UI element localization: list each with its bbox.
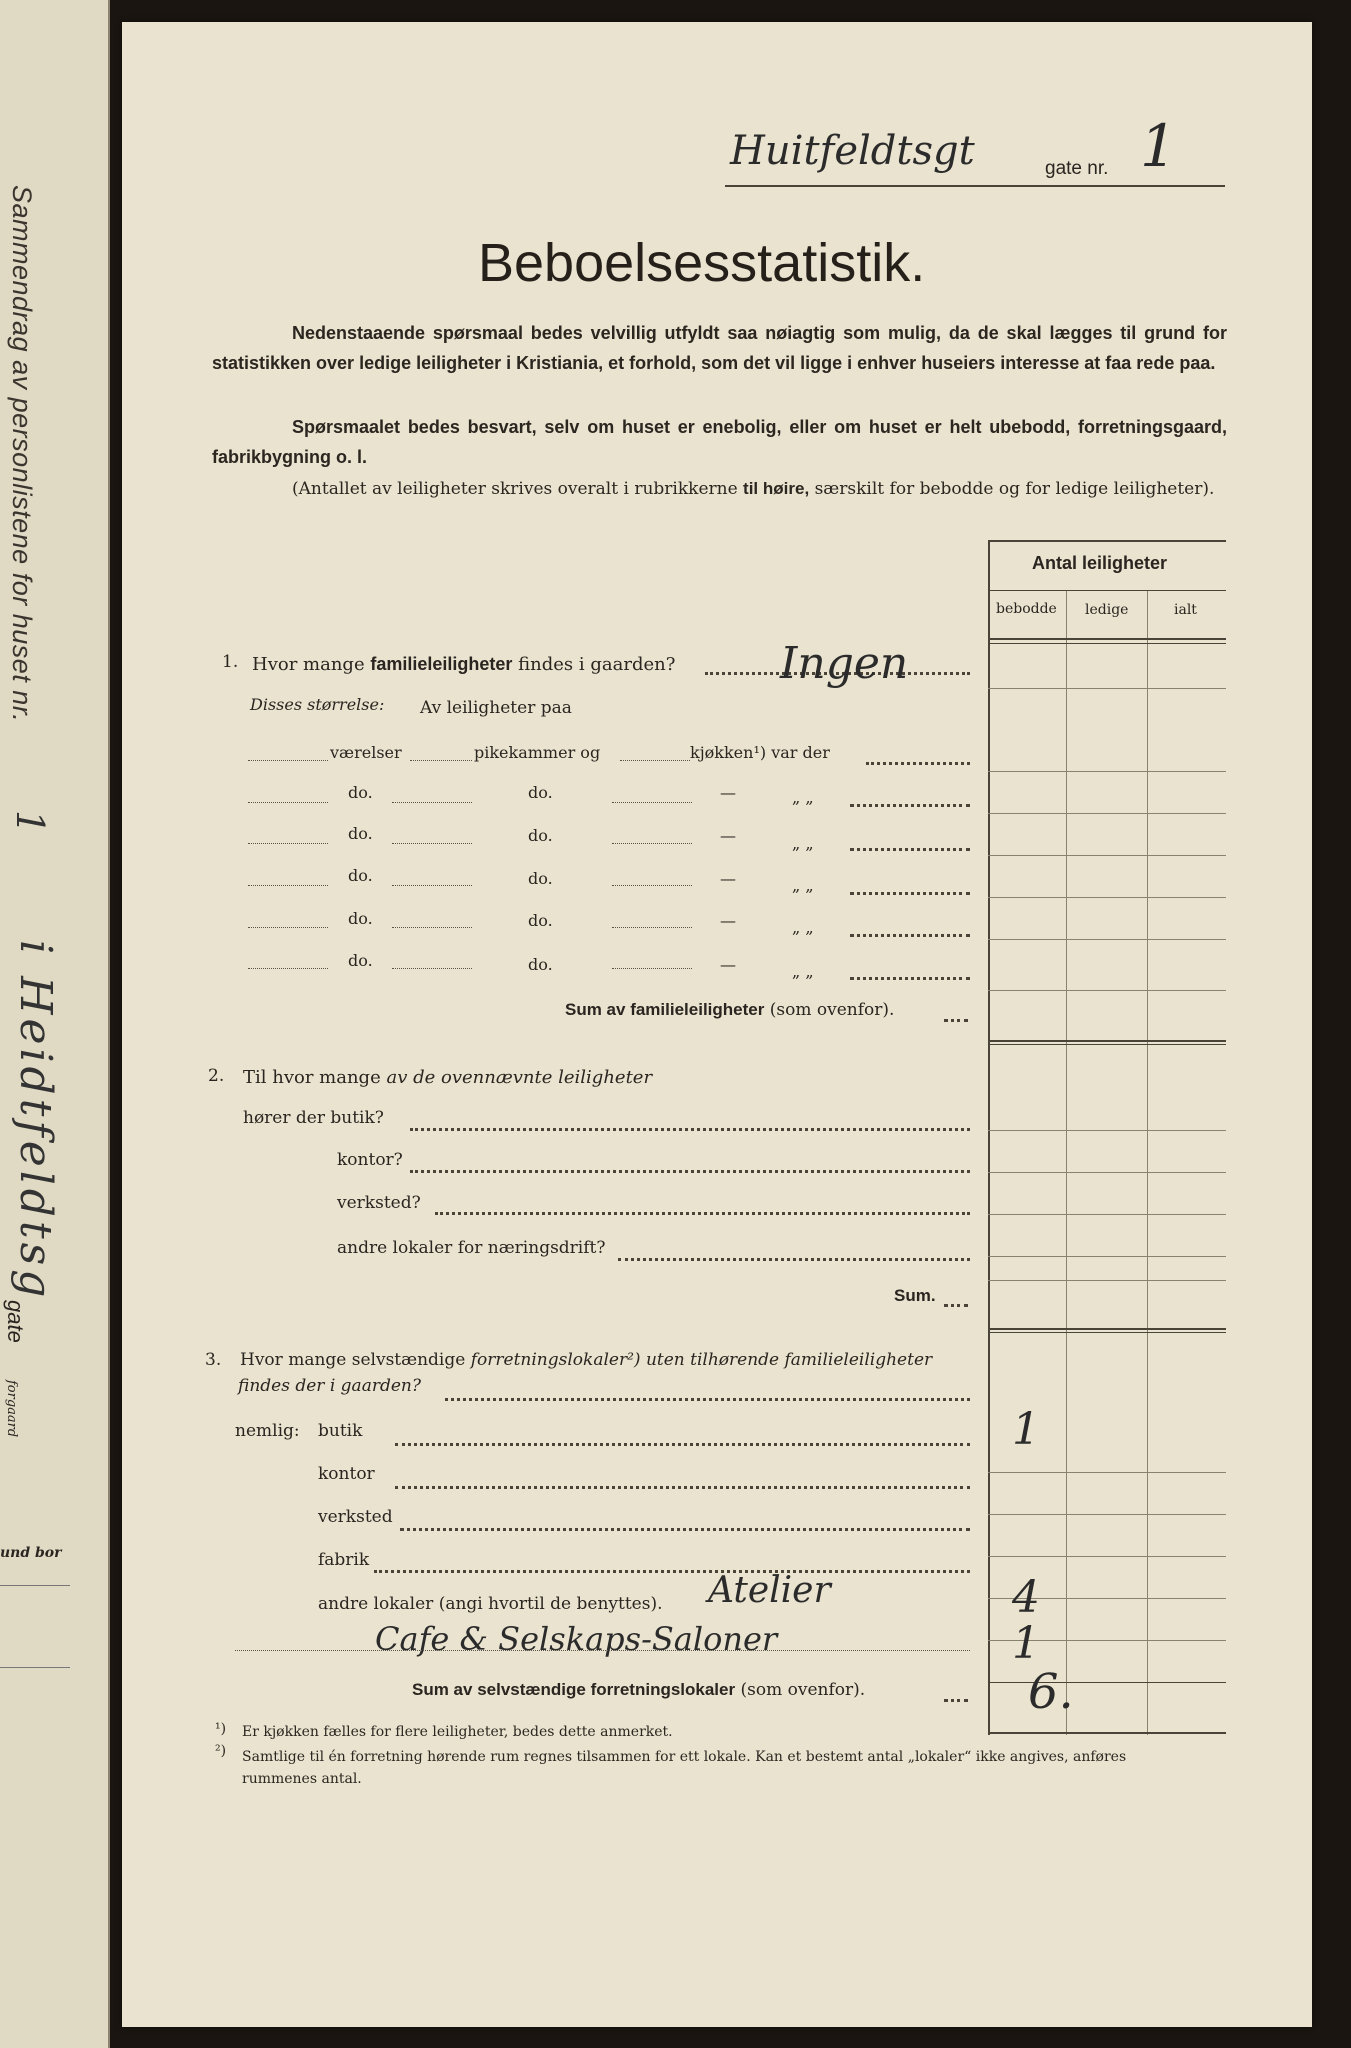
q1-blank <box>248 760 328 761</box>
gate-underline <box>725 185 1225 187</box>
q1-quote: „ „ <box>792 918 814 937</box>
q2-leader-dots <box>944 1304 968 1307</box>
q1-leader-dots <box>866 762 970 765</box>
q2-number: 2. <box>208 1066 225 1086</box>
q2-text-a: Til hvor mange <box>243 1067 381 1088</box>
q3-leader-dots <box>400 1528 970 1531</box>
q1-leader-dots <box>850 934 970 937</box>
q1-blank <box>392 927 472 928</box>
q1-do: do. <box>528 869 553 888</box>
intro-p3-start: (Antallet av leiligheter skrives overalt i rubrikkerne <box>292 479 738 499</box>
q2-row-verksted: verksted? <box>337 1193 421 1213</box>
strip-bor-label: und bor <box>0 1545 62 1561</box>
gate-nr-label: gate nr. <box>1045 158 1109 179</box>
table-row-rule <box>988 1214 1226 1215</box>
q1-sum-bold: Sum av familieleiligheter <box>565 1000 765 1019</box>
q1-blank <box>248 843 328 844</box>
table-col-rule <box>1147 590 1148 1735</box>
table-header-bottom-rule <box>988 643 1226 644</box>
q3-leader-dots <box>374 1570 970 1573</box>
q1-dash: — <box>720 869 736 888</box>
q3-text-b: forretningslokaler²) <box>470 1350 641 1370</box>
table-bottom-rule <box>988 1732 1226 1734</box>
q1-dash: — <box>720 783 736 802</box>
q3-number: 3. <box>205 1350 222 1370</box>
q1-handwritten-answer: Ingen <box>780 638 909 689</box>
q1-blank <box>392 968 472 969</box>
street-handwritten: Huitfeldtsgt <box>730 128 975 174</box>
q1-quote: „ „ <box>792 834 814 853</box>
strip-hand-street-name: Heidtfeldtsg <box>10 976 61 1302</box>
q1-dash: — <box>720 826 736 845</box>
q1-quote: „ „ <box>792 788 814 807</box>
q3-question <box>240 1350 932 1370</box>
q2-question <box>243 1067 652 1088</box>
q3-nemlig: nemlig: <box>235 1421 300 1441</box>
intro-paragraph-2: Spørsmaalet bedes besvart, selv om huset er enebolig, eller om huset er helt ubebodd, forretningsgaard, fabrikbygning o. l. <box>212 417 1227 467</box>
q3-sum-rest: (som ovenfor). <box>740 1680 866 1700</box>
strip-line <box>0 1667 70 1668</box>
q3-leader-dots <box>944 1699 968 1702</box>
q2-sum: Sum. <box>894 1286 936 1305</box>
q1-sum <box>565 1000 894 1020</box>
q3-value-atelier: 4 <box>1012 1572 1040 1623</box>
q2-leader-dots <box>618 1258 970 1261</box>
table-row-rule <box>988 1130 1226 1131</box>
q1-do: do. <box>528 955 553 974</box>
q1-blank <box>620 760 690 761</box>
table-col-bebodde: bebodde <box>996 601 1057 617</box>
strip-line <box>0 1585 70 1586</box>
intro-p3-bold: til høire, <box>743 479 810 498</box>
q1-leader-dots <box>944 1019 968 1022</box>
intro-paragraph-3 <box>212 474 1227 504</box>
strip-hand-street <box>10 940 61 1301</box>
table-row-rule <box>988 1514 1226 1515</box>
q1-blank <box>248 927 328 928</box>
table-col-ialt: ialt <box>1174 602 1197 618</box>
table-col-rule <box>1066 590 1067 1735</box>
q2-leader-dots <box>435 1212 970 1215</box>
strip-hand-i: i <box>10 940 61 959</box>
table-row-rule <box>988 855 1226 856</box>
q1-blank <box>612 843 692 844</box>
q1-do: do. <box>348 909 373 928</box>
previous-page-strip <box>0 0 110 2048</box>
q3-row-andre: andre lokaler (angi hvortil de benyttes). <box>318 1594 663 1614</box>
strip-gate-label: gate <box>3 1300 28 1343</box>
table-row-rule <box>988 771 1226 772</box>
q1-leader-dots <box>850 977 970 980</box>
q1-blank <box>612 927 692 928</box>
q1-text-a: Hvor mange <box>252 654 365 675</box>
q3-row-fabrik: fabrik <box>318 1550 370 1570</box>
q3-sum-value: 6. <box>1028 1664 1074 1720</box>
q2-row-andre: andre lokaler for næringsdrift? <box>337 1238 606 1258</box>
q1-blank <box>248 968 328 969</box>
q1-col-kjokken: kjøkken¹) var der <box>690 743 830 762</box>
q1-leader-dots <box>850 848 970 851</box>
table-row-rule <box>988 897 1226 898</box>
intro-paragraph-1: Nedenstaaende spørsmaal bedes velvillig utfyldt saa nøiagtig som mulig, da de skal lægges til grund for statistikken over ledige leiligheter i Kristiania, et forhold, som det vil ligge i enhver huseiers interesse at faa rede paa. <box>212 323 1227 373</box>
q1-blank <box>392 802 472 803</box>
table-row-rule <box>988 688 1226 689</box>
q1-do: do. <box>348 951 373 970</box>
page-title: Beboelsesstatistik. <box>478 233 926 293</box>
q3-row-butik: butik <box>318 1421 363 1441</box>
q1-do: do. <box>348 783 373 802</box>
q3-value-butik: 1 <box>1012 1404 1040 1455</box>
q3-leader-dots <box>395 1486 970 1489</box>
q1-blank <box>612 968 692 969</box>
q3-row-verksted: verksted <box>318 1507 393 1527</box>
footnote-1: Er kjøkken fælles for flere leiligheter, bedes dette anmerket. <box>242 1724 673 1740</box>
q1-blank <box>612 885 692 886</box>
q1-blank <box>248 802 328 803</box>
table-group-header: Antal leiligheter <box>1032 553 1168 573</box>
table-subheader-rule <box>988 590 1226 591</box>
q1-col-pikekammer: pikekammer og <box>474 743 601 762</box>
q1-leader-dots <box>850 804 970 807</box>
q1-do: do. <box>528 826 553 845</box>
table-row-rule <box>988 1256 1226 1257</box>
table-row-rule <box>988 1172 1226 1173</box>
q3-text-d: findes der i gaarden? <box>238 1376 421 1396</box>
table-row-rule <box>988 990 1226 991</box>
q1-dash: — <box>720 955 736 974</box>
q1-quote: „ „ <box>792 876 814 895</box>
q3-sum <box>412 1680 865 1700</box>
q1-dash: — <box>720 911 736 930</box>
q1-do: do. <box>348 824 373 843</box>
q1-blank <box>392 843 472 844</box>
table-row-rule <box>988 813 1226 814</box>
strip-vertical-title: Sammendrag av personlistene for huset nr. <box>7 185 37 723</box>
q3-leader-dots <box>395 1443 970 1446</box>
q3-hand-atelier: Atelier <box>708 1570 831 1611</box>
q1-col-vaerelser: værelser <box>330 743 402 762</box>
footnote-1-mark: ¹) <box>215 1721 227 1737</box>
table-section-rule <box>988 1332 1226 1333</box>
table-row-rule <box>988 1280 1226 1281</box>
table-row-rule <box>988 939 1226 940</box>
q3-text-a: Hvor mange selvstændige <box>240 1350 466 1370</box>
q1-question <box>252 654 675 675</box>
intro-p3-end: særskilt for bebodde og for ledige leiligheter). <box>814 479 1215 499</box>
table-header-bottom-rule <box>988 638 1226 640</box>
q3-row-kontor: kontor <box>318 1464 375 1484</box>
footnote-2-mark: ²) <box>215 1743 227 1759</box>
q3-text-c: uten tilhørende familieleiligheter <box>645 1350 933 1370</box>
q1-do: do. <box>528 911 553 930</box>
table-row-rule <box>988 1472 1226 1473</box>
q1-blank <box>248 885 328 886</box>
q2-row-butik: hører der butik? <box>243 1108 384 1128</box>
q3-leader-dots <box>445 1398 970 1401</box>
table-section-rule <box>988 1040 1226 1042</box>
table-col-ledige: ledige <box>1085 602 1129 618</box>
q1-blank <box>612 802 692 803</box>
q1-quote: „ „ <box>792 962 814 981</box>
table-top-rule <box>988 540 1226 542</box>
table-section-rule <box>988 1044 1226 1045</box>
gate-nr-value: 1 <box>1140 112 1177 180</box>
q3-value-cafe: 1 <box>1012 1618 1040 1669</box>
strip-forgaard-label: forgaard <box>4 1380 19 1438</box>
strip-hand-number: 1 <box>8 810 52 841</box>
table-row-rule <box>988 1556 1226 1557</box>
q1-do: do. <box>348 866 373 885</box>
q1-blank <box>392 885 472 886</box>
q3-hand-cafe: Cafe & Selskaps-Saloner <box>375 1620 778 1658</box>
q1-sum-rest: (som ovenfor). <box>769 1000 895 1020</box>
q1-text-c: findes i gaarden? <box>518 654 676 675</box>
q1-text-b: familieleiligheter <box>370 654 513 674</box>
q2-leader-dots <box>410 1128 970 1131</box>
q1-leader-dots <box>850 892 970 895</box>
q1-sub-text: Av leiligheter paa <box>420 698 572 718</box>
q3-handwritten-line <box>235 1650 970 1651</box>
q1-number: 1. <box>222 652 239 672</box>
q1-do: do. <box>528 783 553 802</box>
q3-sum-bold: Sum av selvstændige forretningslokaler <box>412 1680 736 1699</box>
table-row-rule <box>988 1682 1226 1683</box>
q1-sub-label: Disses størrelse: <box>250 695 385 714</box>
q1-blank <box>410 760 472 761</box>
q2-leader-dots <box>410 1170 970 1173</box>
q2-text-b: av de ovennævnte leiligheter <box>386 1067 653 1088</box>
footnote-2: Samtlige til én forretning hørende rum regnes tilsammen for ett lokale. Kan et bestemt antal „lokaler“ ikke angives, anføres rummenes antal. <box>242 1749 1127 1787</box>
table-section-rule <box>988 1328 1226 1330</box>
q2-row-kontor: kontor? <box>337 1150 403 1170</box>
